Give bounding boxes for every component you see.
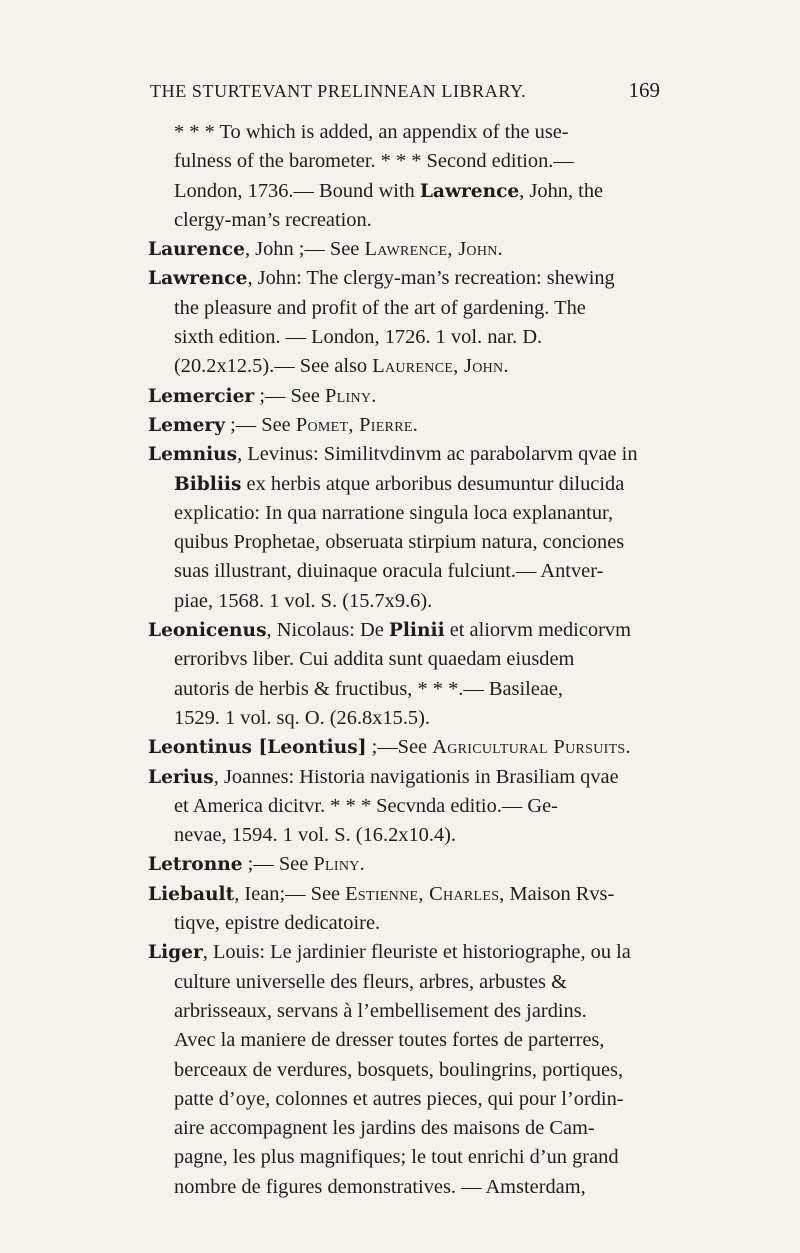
text-line [148,294,664,323]
text-run: , Iean;— See [234,882,346,905]
cross-reference: Pliny [313,853,360,876]
text-run: fulness of the barometer. * * * Second edition.— [174,150,574,173]
text-run: ;— See [242,853,314,876]
text-line [148,675,664,704]
text-run: , Louis: Le jardinier fleuriste et historiographe, ou la [202,941,631,964]
text-line [148,909,664,938]
entry-heading: Laurence [148,239,245,261]
text-run: (20.2x12.5).— See also [174,355,373,378]
text-run: Avec la maniere de dresser toutes fortes de parterres, [174,1029,605,1052]
text-line [148,645,664,674]
text-run: . [497,238,503,261]
text-run: , Levinus: Similitvdinvm ac parabolarvm qvae in [237,443,638,466]
text-run: nevae, 1594. 1 vol. S. (16.2x10.4). [174,824,457,847]
text-line [148,704,664,733]
text-run: , Joannes: Historia navigationis in Brasiliam qvae [213,765,619,788]
text-run: . [412,413,418,436]
cross-reference: Agricultural Pursuits [432,736,626,759]
text-line [148,1143,664,1172]
text-line [148,382,664,411]
text-line [148,528,664,557]
text-line [148,1056,664,1085]
text-line [148,997,664,1026]
text-line [148,821,664,850]
entry-heading: Lawrence [148,268,248,290]
text-line [148,763,664,792]
text-run: , John: The clergy-man’s recreation: shewing [247,267,615,290]
text-line [148,235,664,264]
text-run: , John, the [519,179,604,202]
cross-reference: Lawrence, John [364,238,498,261]
catalog-entries [148,118,664,1202]
text-run: . [359,853,365,876]
running-title: THE STURTEVANT PRELINNEAN LIBRARY. [150,81,527,101]
text-run: . [371,384,377,407]
text-line [148,1173,664,1202]
entry-heading: Liebault [148,883,235,905]
entry-heading: Plinii [388,620,445,642]
text-line [148,938,664,967]
text-line [148,264,664,293]
entry-heading: Liger [148,942,203,964]
text-run: ;—See [366,736,433,759]
text-run: 1529. 1 vol. sq. O. (26.8x15.5). [174,706,431,729]
text-run: , John ;— See [244,238,365,261]
page-number: 169 [628,78,660,102]
entry-heading: Lemercier [148,385,255,407]
entry-heading: Bibliis [174,473,242,495]
text-line [148,880,664,909]
text-line [148,1026,664,1055]
text-run: London, 1736.— Bound with [174,179,420,202]
cross-reference: Pomet, Pierre [295,413,413,436]
text-run: patte d’oye, colonnes et autres pieces, qui pour l’ordin- [174,1087,624,1110]
text-run: erroribvs liber. Cui addita sunt quaedam eiusdem [174,648,575,671]
text-run: * * * To which is added, an appendix of the use- [174,121,569,143]
text-run: autoris de herbis & fructibus, * * *.— Basileae, [174,677,564,700]
text-line [148,206,664,235]
text-line [148,587,664,616]
entry-heading: Lawrence [419,180,520,202]
entry-heading: Leontinus [Leontius] [148,737,367,759]
cross-reference: Laurence, John [372,355,504,378]
text-run: ;— See [254,384,326,407]
text-run: explicatio: In qua narratione singula loca explanantur, [174,501,614,524]
text-line [148,470,664,499]
text-line [148,1114,664,1143]
entry-heading: Lemnius [148,444,238,466]
text-run: ;— See [225,413,296,436]
text-run: ex herbis atque arboribus desumuntur dilucida [241,472,625,495]
text-line [148,177,664,206]
entry-heading: Lemery [148,414,226,436]
text-line [148,118,664,147]
text-run: et aliorvm medicorvm [444,619,631,642]
text-run: arbrisseaux, servans à l’embellisement des jardins. [174,999,587,1022]
text-line [148,1085,664,1114]
entry-heading: Letronne [148,854,243,876]
cross-reference: Estienne, Charles [345,882,500,905]
text-run: aire accompagnent les jardins des maisons de Cam- [174,1117,595,1140]
text-run: , Nicolaus: De [266,619,389,642]
text-line [148,616,664,645]
text-run: piae, 1568. 1 vol. S. (15.7x9.6). [174,589,433,612]
text-run: et America dicitvr. * * * Secvnda editio.— Ge- [174,794,558,817]
text-line [148,323,664,352]
text-run: sixth edition. — London, 1726. 1 vol. nar. D. [174,326,543,349]
text-run: culture universelle des fleurs, arbres, arbustes & [174,970,567,993]
text-line [148,147,664,176]
text-run: pagne, les plus magnifiques; le tout enrichi d’un grand [174,1146,619,1169]
text-line [148,440,664,469]
text-run: the pleasure and profit of the art of gardening. The [174,296,586,319]
text-line [148,733,664,762]
text-run: . [503,355,509,378]
text-line [148,792,664,821]
text-line [148,557,664,586]
text-run: suas illustrant, diuinaque oracula fulciunt.— Antver- [174,560,604,583]
text-line [148,850,664,879]
text-line [148,968,664,997]
text-run: nombre de figures demonstratives. — Amsterdam, [174,1175,586,1198]
text-line [148,499,664,528]
text-run: , Maison Rvs- [499,882,615,905]
text-run: tiqve, epistre dedicatoire. [174,912,381,935]
text-line [148,411,664,440]
entry-heading: Lerius [148,766,214,788]
text-run: quibus Prophetae, obseruata stirpium natura, conciones [174,531,625,554]
text-run: . [625,736,631,759]
cross-reference: Pliny [325,384,372,407]
text-run: clergy-man’s recreation. [174,208,372,231]
page-header [150,78,660,103]
entry-heading: Leonicenus [148,620,267,642]
text-line [148,352,664,381]
text-run: berceaux de verdures, bosquets, boulingrins, portiques, [174,1058,624,1081]
